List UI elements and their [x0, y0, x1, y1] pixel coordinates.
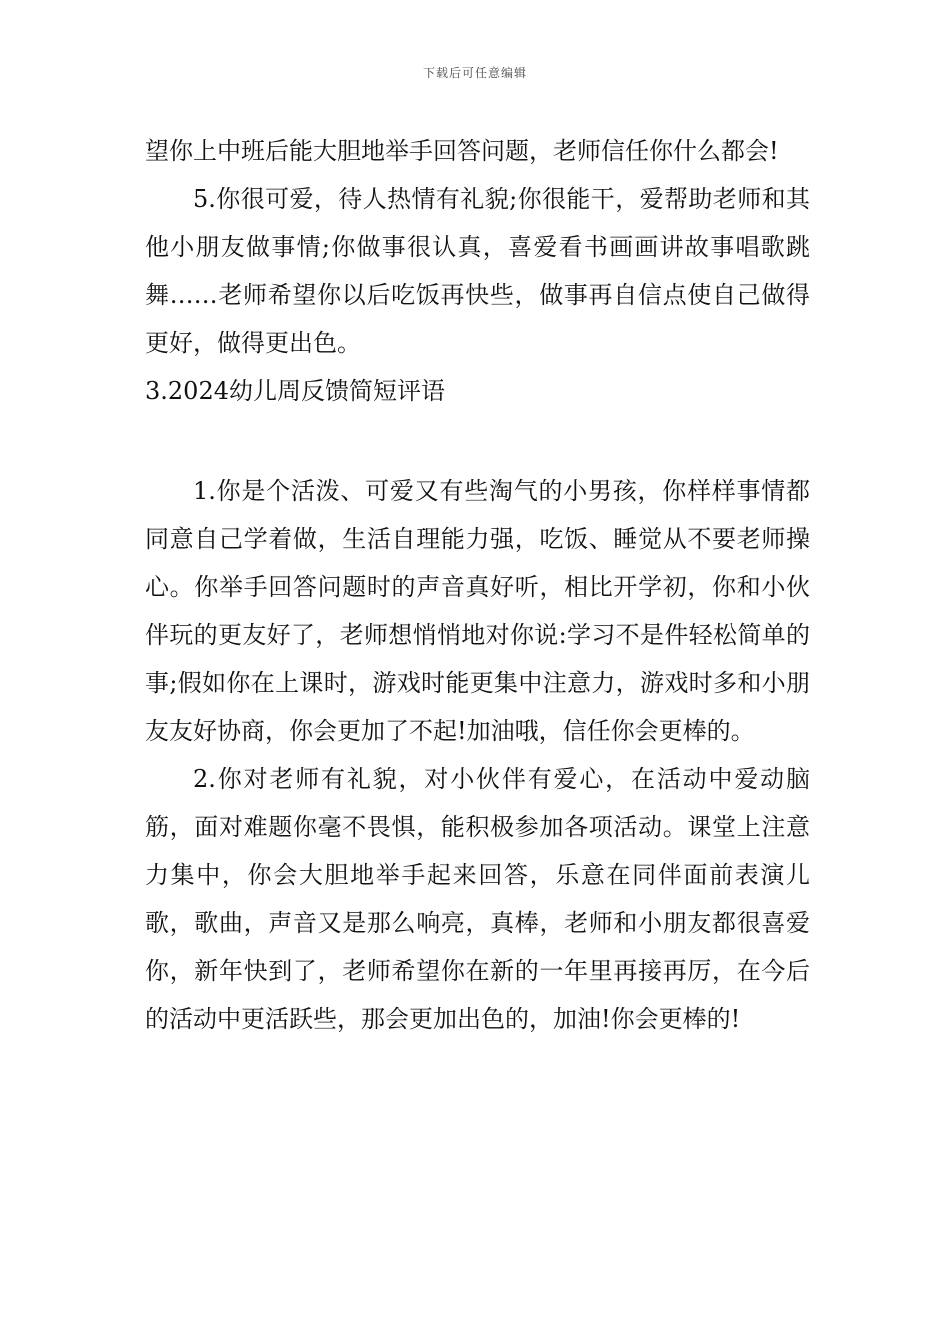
paragraph-item-1: 1.你是个活泼、可爱又有些淘气的小男孩，你样样事情都同意自己学着做，生活自理能力强，吃饭、睡觉从不要老师操心。你举手回答问题时的声音真好听，相比开学初，你和小伙伴玩的更友好了，老师想悄悄地对你说:学习不是件轻松简单的事;假如你在上课时，游戏时能更集中注意力，游戏时多和小朋友友好协商，你会更加了不起!加油哦，信任你会更棒的。 [145, 477, 810, 745]
document-body [145, 127, 810, 1043]
page-header: 下载后可任意编辑 [422, 66, 527, 80]
section-heading: 3.2024幼儿周反馈简短评语 [145, 377, 445, 405]
blank-line [145, 415, 810, 467]
paragraph-item-5: 5.你很可爱，待人热情有礼貌;你很能干，爱帮助老师和其他小朋友做事情;你做事很认真，喜爱看书画画讲故事唱歌跳舞……老师希望你以后吃饭再快些，做事再自信点使自己做得更好，做得更出色。 [145, 185, 810, 357]
paragraph-continuation: 望你上中班后能大胆地举手回答问题，老师信任你什么都会! [145, 137, 779, 165]
paragraph-item-2: 2.你对老师有礼貌，对小伙伴有爱心，在活动中爱动脑筋，面对难题你毫不畏惧，能积极参加各项活动。课堂上注意力集中，你会大胆地举手起来回答，乐意在同伴面前表演儿歌，歌曲，声音又是那么响亮，真棒，老师和小朋友都很喜爱你，新年快到了，老师希望你在新的一年里再接再厉，在今后的活动中更活跃些，那会更加出色的，加油!你会更棒的! [145, 765, 810, 1033]
